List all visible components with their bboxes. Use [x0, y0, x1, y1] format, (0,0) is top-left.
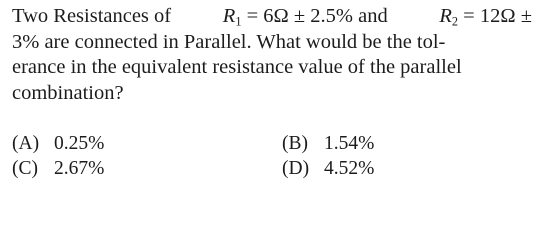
question-line-1: [12, 4, 532, 30]
option-b[interactable]: [282, 131, 374, 156]
r1-symbol: R: [222, 5, 236, 27]
answer-options: [12, 131, 532, 181]
option-c[interactable]: [12, 156, 282, 181]
r2-expression: [439, 4, 532, 30]
r2-symbol: R: [439, 5, 452, 27]
question-line-4: combination?: [12, 81, 124, 104]
r2-value: = 12Ω ±: [463, 5, 532, 27]
question-intro: Two Resistances of: [12, 5, 172, 27]
r1-value: = 6Ω ± 2.5% and: [246, 5, 388, 27]
option-b-value: 1.54%: [324, 133, 375, 154]
option-a[interactable]: [12, 131, 282, 156]
option-d[interactable]: [282, 156, 374, 181]
option-c-value: 2.67%: [54, 158, 105, 179]
options-row-1: [12, 131, 532, 156]
options-row-2: [12, 156, 532, 181]
option-c-key: (C): [12, 158, 38, 179]
option-a-key: (A): [12, 133, 40, 154]
r1-expression: [223, 4, 388, 30]
option-a-value: 0.25%: [54, 133, 105, 154]
option-d-value: 4.52%: [324, 158, 375, 179]
question-text: [12, 4, 532, 106]
option-b-key: (B): [282, 133, 308, 154]
question-line-3: erance in the equivalent resistance value of the parallel: [12, 56, 462, 78]
r1-subscript: 1: [235, 14, 242, 29]
option-d-key: (D): [282, 158, 310, 179]
r2-subscript: 2: [451, 14, 459, 29]
question-line-2: 3% are connected in Parallel. What would be the tol-: [12, 30, 446, 53]
